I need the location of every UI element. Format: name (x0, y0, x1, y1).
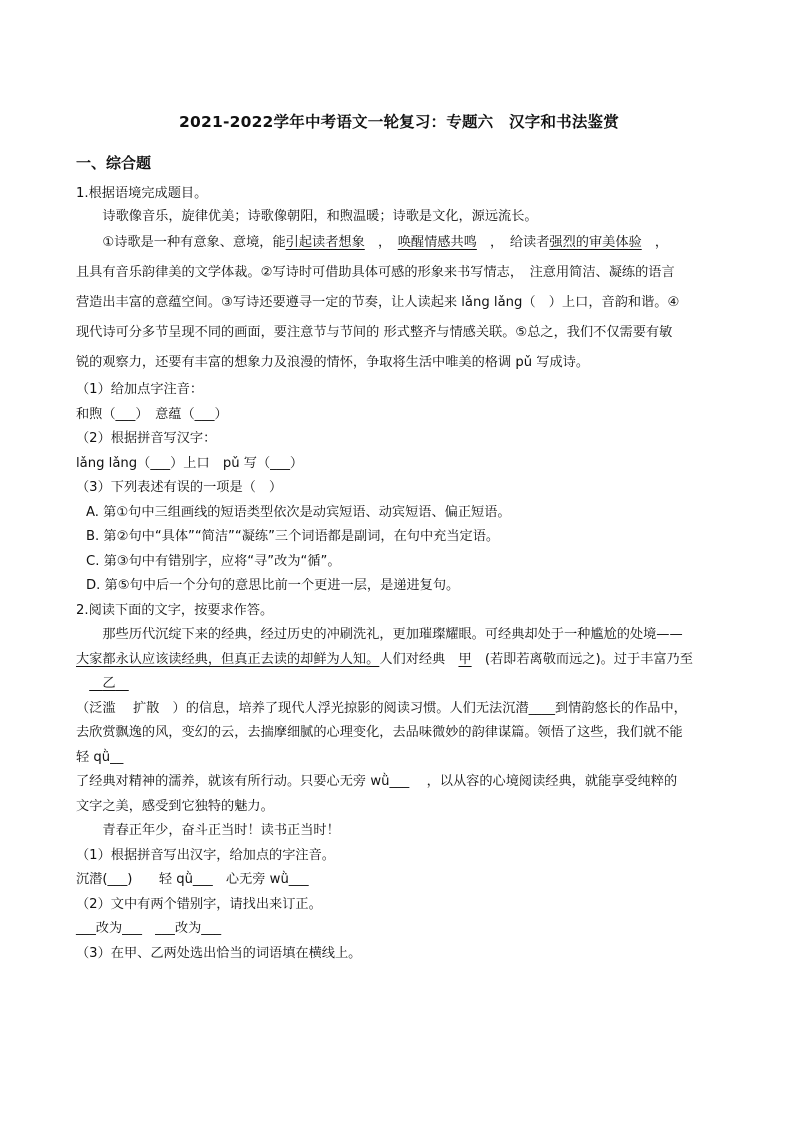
q2-sub2: （2）文中有两个错别字，请找出来订正。 (76, 896, 322, 912)
q2-passage-line-2 (76, 648, 722, 673)
q2-passage-line-4: （泛滥 扩散 ）的信息，培养了现代人浮光掠影的阅读习惯。人们无法沉潜____到情韵悠长的作品中， (76, 700, 687, 716)
q2-sub1: （1）根据拼音写出汉字，给加点的字注音。 (76, 847, 335, 863)
section-heading: 一、综合题 (76, 154, 152, 172)
q1-passage-line-1 (76, 228, 722, 258)
document-page (76, 110, 722, 966)
q1-passage-line-4: 现代诗可分多节呈现不同的画面，要注意节与节间的 形式整齐与情感关联。⑤总之，我们不仅需要有敏 (76, 325, 673, 340)
q1-passage-line-5: 锐的观察力，还要有丰富的想象力及浪漫的情怀，争取将生活中唯美的格调 pǔ 写成诗。 (76, 355, 590, 370)
q1-intro: 诗歌像音乐，旋律优美；诗歌像朝阳，和煦温暖；诗歌是文化，源远流长。 (102, 209, 538, 224)
text-run: ①诗歌是一种有意象、意境，能 (102, 235, 286, 250)
q2-passage-line-5: 去欣赏飘逸的风，变幻的云，去揣摩细腻的心理变化，去品味微妙的韵律谋篇。领悟了这些，我们就不能 (76, 725, 683, 740)
q1-option-c[interactable]: C. 第③句中有错别字，应将“寻”改为“循”。 (86, 553, 341, 569)
q2-passage-line-3 (76, 672, 722, 697)
q2-sub1-answer[interactable]: 沉潜(___) 轻 qǜ___ 心无旁 wǜ___ (76, 872, 309, 887)
question-2 (76, 599, 722, 967)
blank-yi[interactable] (89, 676, 129, 691)
q1-stem: 1.根据语境完成题目。 (76, 186, 208, 201)
document-title: 2021-2022学年中考语文一轮复习：专题六 汉字和书法鉴赏 (179, 113, 619, 131)
q2-passage-line-7: 了经典对精神的濡养，就该有所行动。只要心无旁 wǜ___ ，以从容的心境阅读经典，就能享受纯粹的 (76, 774, 678, 789)
q1-passage (76, 228, 722, 378)
text-run: (若即若离敬而远之)。过于丰富乃至 (484, 651, 693, 667)
q1-sub2-answer[interactable]: lǎng lǎng（___）上口 pǔ 写（___） (76, 455, 304, 471)
q2-sub3: （3）在甲、乙两处选出恰当的词语填在横线上。 (76, 945, 362, 961)
q1-sub1: （1）给加点字注音： (76, 382, 204, 397)
q1-passage-line-2: 且具有音乐韵律美的文学体裁。②写诗时可借助具体可感的形象来书写情志， 注意用简洁、凝练的语言 (76, 265, 675, 280)
q1-sub3: （3）下列表述有误的一项是（ ） (76, 480, 283, 495)
q2-passage-line-8: 文字之美，感受到它独特的魅力。 (76, 798, 274, 814)
question-1 (76, 182, 722, 599)
underlined-phrase-3: 强烈的审美体验 (549, 235, 642, 250)
q1-passage-line-3: 营造出丰富的意蕴空间。③写诗还要遵寻一定的节奏，让人读起来 lǎng lǎng（ ）上口，音韵和谐。④ (76, 295, 680, 310)
q2-sub2-answer[interactable]: ___改为___ ___改为___ (76, 921, 222, 936)
underlined-phrase-1: 引起读者想象 (285, 235, 365, 250)
q1-option-d[interactable]: D. 第⑤句中后一个分句的意思比前一个更进一层，是递进复句。 (86, 578, 460, 593)
underlined-sentence: 大家都永认应该读经典，但真正去读的却鲜为人知。 (76, 651, 380, 667)
q1-option-a[interactable]: A. 第①句中三组画线的短语类型依次是动宾短语、动宾短语、偏正短语。 (86, 504, 511, 520)
q1-sub2: （2）根据拼音写汉字： (76, 431, 217, 446)
q2-passage-line-1: 那些历代沉绽下来的经典，经过历史的冲刷洗礼，更加璀璨耀眼。可经典却处于一种尴尬的处境—— (102, 627, 683, 642)
q1-sub1-answer[interactable]: 和煦（___） 意蕴（___） (76, 406, 228, 422)
q2-stem: 2.阅读下面的文字，按要求作答。 (76, 602, 274, 618)
text-run: 人们对经典 (379, 651, 446, 667)
q1-option-b[interactable]: B. 第②句中“具体”“简洁”“凝练”三个词语都是副词，在句中充当定语。 (86, 529, 500, 544)
q2-passage-line-9: 青春正年少，奋斗正当时！读书正当时！ (102, 823, 340, 838)
text-run: ， (364, 235, 398, 250)
blank-jia[interactable]: 甲 (458, 651, 472, 667)
text-run: ， 给读者 (476, 235, 550, 250)
q2-passage-line-6: 轻 qǜ__ (76, 749, 124, 765)
blank-yi-label: 乙 (102, 676, 116, 691)
underlined-phrase-2: 唤醒情感共鸣 (397, 235, 477, 250)
text-run: ， (641, 235, 669, 250)
